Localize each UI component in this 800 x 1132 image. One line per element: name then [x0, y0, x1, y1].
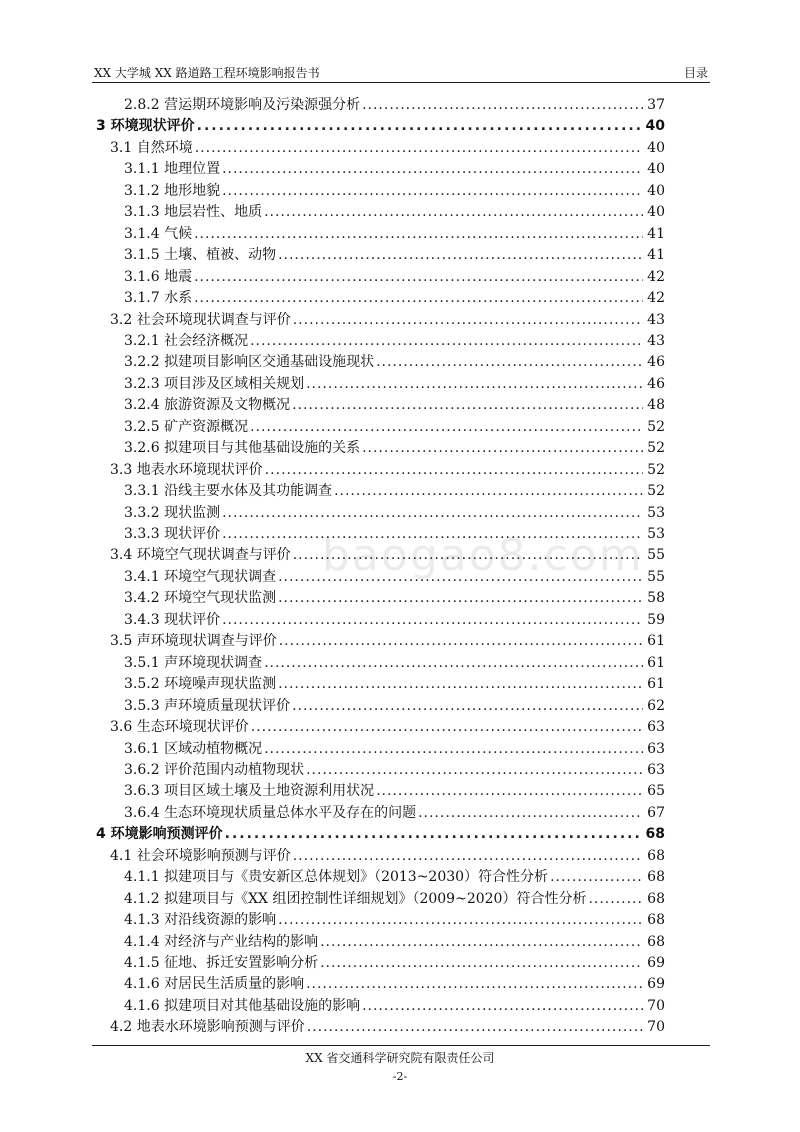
toc-entry-page: 46 — [647, 354, 665, 371]
toc-entry-page: 58 — [647, 590, 665, 607]
toc-entry-title: 3.3 地表水环境现状评价 — [110, 461, 263, 478]
page-header — [92, 62, 710, 83]
toc-entry-title: 3.3.2 现状监测 — [124, 504, 221, 521]
toc-leader-dots — [279, 631, 643, 652]
toc-leader-dots — [278, 245, 643, 266]
toc-entry[interactable] — [124, 696, 665, 717]
toc-entry[interactable] — [124, 503, 665, 524]
toc-leader-dots — [307, 1017, 643, 1038]
toc-entry-page: 42 — [647, 268, 665, 285]
toc-entry-title: 3.4.2 环境空气现状监测 — [124, 590, 277, 607]
toc-entry-title: 3.1.6 地震 — [124, 268, 193, 285]
toc-entry-title: 3.2 社会环境现状调查与评价 — [110, 311, 291, 328]
toc-entry-title: 3.2.4 旅游资源及文物概况 — [124, 397, 291, 414]
toc-entry-page: 61 — [647, 654, 665, 671]
toc-entry[interactable] — [110, 138, 665, 159]
toc-entry-page: 70 — [647, 997, 665, 1014]
toc-entry[interactable] — [124, 588, 665, 609]
toc-leader-dots — [194, 267, 643, 288]
toc-entry[interactable] — [124, 288, 665, 309]
toc-entry-title: 4.1.6 拟建项目对其他基础设施的影响 — [124, 997, 361, 1014]
toc-entry-page: 68 — [647, 890, 665, 907]
toc-entry-title: 3.3.1 沿线主要水体及其功能调查 — [124, 483, 333, 500]
toc-leader-dots — [194, 224, 643, 245]
toc-entry-page: 52 — [647, 440, 665, 457]
toc-entry-page: 46 — [647, 375, 665, 392]
toc-leader-dots — [278, 674, 643, 695]
toc-leader-dots — [320, 953, 643, 974]
toc-entry-page: 52 — [647, 461, 665, 478]
toc-entry-page: 37 — [647, 97, 665, 113]
toc-entry-title: 3.5.2 环境噪声现状监测 — [124, 676, 277, 693]
toc-entry-page: 63 — [647, 719, 665, 736]
toc-leader-dots — [376, 781, 643, 802]
toc-entry[interactable] — [124, 889, 665, 910]
toc-leader-dots — [376, 352, 643, 373]
toc-leader-dots — [265, 460, 643, 481]
toc-entry-title: 3.6.4 生态环境现状质量总体水平及存在的问题 — [124, 804, 417, 821]
toc-entry[interactable] — [124, 739, 665, 760]
toc-entry[interactable] — [110, 846, 665, 867]
toc-leader-dots — [362, 95, 643, 116]
toc-entry-title: 4.1.2 拟建项目与《XX 组团控制性详细规划》（2009~2020）符合性分析 — [124, 890, 587, 907]
toc-entry-page: 61 — [647, 676, 665, 693]
toc-entry-title: 3.2.3 项目涉及区域相关规划 — [124, 375, 305, 392]
toc-leader-dots — [306, 974, 643, 995]
toc-leader-dots — [418, 803, 643, 824]
toc-leader-dots — [293, 310, 643, 331]
toc-entry-title: 3.2.1 社会经济概况 — [124, 332, 249, 349]
toc-entry-title: 3.6.1 区域动植物概况 — [124, 740, 263, 757]
toc-entry-title: 2.8.2 营运期环境影响及污染源强分析 — [124, 97, 361, 113]
toc-entry[interactable] — [110, 310, 665, 331]
toc-entry-page: 40 — [647, 139, 665, 156]
toc-entry-title: 3.4.1 环境空气现状调查 — [124, 568, 277, 585]
toc-entry-page: 41 — [647, 247, 665, 264]
toc-entry[interactable] — [124, 674, 665, 695]
toc-entry[interactable] — [124, 803, 665, 824]
toc-leader-dots — [225, 824, 642, 845]
toc-entry[interactable] — [110, 545, 665, 566]
toc-leader-dots — [320, 932, 643, 953]
toc-entry-page: 59 — [647, 611, 665, 628]
toc-leader-dots — [222, 159, 643, 180]
section-label: 目录 — [683, 66, 708, 80]
toc-entry-page: 53 — [647, 504, 665, 521]
toc-leader-dots — [278, 910, 643, 931]
toc-entry-title: 3.2.6 拟建项目与其他基础设施的关系 — [124, 440, 361, 457]
toc-entry-page: 62 — [647, 697, 665, 714]
toc-entry[interactable] — [96, 116, 665, 137]
toc-leader-dots — [292, 696, 643, 717]
toc-entry-page: 69 — [647, 955, 665, 971]
toc-entry-title: 3.1 自然环境 — [110, 139, 193, 156]
toc-entry[interactable] — [124, 781, 665, 802]
toc-entry-title: 3.1.7 水系 — [124, 290, 193, 307]
toc-entry[interactable] — [124, 932, 665, 953]
toc-entry-title: 4.1.3 对沿线资源的影响 — [124, 912, 277, 929]
toc-entry-page: 40 — [645, 118, 665, 135]
toc-entry-title: 4 环境影响预测评价 — [96, 826, 223, 843]
toc-entry[interactable] — [124, 395, 665, 416]
toc-entry-title: 3.1.4 气候 — [124, 225, 193, 242]
toc-entry-page: 63 — [647, 740, 665, 757]
toc-entry-title: 3.4 环境空气现状调查与评价 — [110, 547, 291, 564]
toc-entry-title: 3.6.3 项目区域土壤及土地资源利用状况 — [124, 783, 375, 800]
toc-leader-dots — [251, 717, 643, 738]
toc-leader-dots — [264, 739, 643, 760]
toc-entry[interactable] — [124, 224, 665, 245]
toc-leader-dots — [278, 567, 643, 588]
watermark: baogao8.com — [322, 530, 644, 581]
toc-entry-title: 4.1.6 对居民生活质量的影响 — [124, 976, 305, 993]
toc-entry[interactable] — [110, 460, 665, 481]
toc-leader-dots — [278, 588, 643, 609]
toc-entry[interactable] — [124, 181, 665, 202]
toc-entry[interactable] — [124, 202, 665, 223]
toc-entry-page: 69 — [647, 976, 665, 993]
toc-entry-page: 40 — [647, 161, 665, 178]
toc-entry[interactable] — [124, 267, 665, 288]
toc-leader-dots — [362, 996, 643, 1017]
toc-leader-dots — [222, 181, 643, 202]
toc-leader-dots — [293, 846, 643, 867]
toc-entry[interactable] — [96, 824, 665, 845]
toc-entry-page: 68 — [647, 912, 665, 929]
toc-entry-title: 3.6 生态环境现状评价 — [110, 719, 249, 736]
toc-entry-page: 61 — [647, 633, 665, 650]
toc-leader-dots — [197, 116, 642, 137]
toc-entry-page: 52 — [647, 418, 665, 435]
toc-entry[interactable] — [124, 159, 665, 180]
toc-entry[interactable] — [124, 245, 665, 266]
toc-leader-dots — [550, 867, 643, 888]
toc-entry-page: 67 — [647, 804, 665, 821]
toc-entry-page: 43 — [647, 332, 665, 349]
toc-entry-title: 3.2.5 矿产资源概况 — [124, 418, 249, 435]
toc-entry-title: 4.1.4 对经济与产业结构的影响 — [124, 933, 319, 950]
toc-leader-dots — [334, 481, 643, 502]
toc-entry[interactable] — [124, 996, 665, 1017]
toc-entry[interactable] — [124, 417, 665, 438]
toc-entry[interactable] — [124, 953, 665, 974]
toc-entry[interactable] — [124, 438, 665, 459]
footer-page-number: -2- — [392, 1070, 408, 1083]
toc-entry-title: 3.3.3 现状评价 — [124, 526, 221, 542]
toc-entry[interactable] — [110, 631, 665, 652]
toc-entry-title: 4.2 地表水环境影响预测与评价 — [110, 1019, 305, 1036]
toc-entry[interactable] — [124, 610, 665, 631]
toc-entry[interactable] — [124, 760, 665, 781]
toc-entry-page: 40 — [647, 204, 665, 221]
toc-entry-title: 4.1 社会环境影响预测与评价 — [110, 847, 291, 864]
toc-entry[interactable] — [124, 95, 665, 116]
toc-entry-title: 3.2.2 拟建项目影响区交通基础设施现状 — [124, 354, 375, 371]
toc-entry[interactable] — [124, 974, 665, 995]
toc-entry-page: 55 — [647, 547, 665, 564]
toc-entry-page: 40 — [647, 182, 665, 199]
toc-leader-dots — [194, 288, 643, 309]
toc-leader-dots — [306, 760, 643, 781]
toc-entry[interactable] — [124, 567, 665, 588]
toc-entry-page: 41 — [647, 225, 665, 242]
toc-leader-dots — [264, 202, 643, 223]
toc-entry-title: 3.4.3 现状评价 — [124, 611, 221, 628]
toc-entry[interactable] — [110, 1017, 665, 1038]
toc-entry[interactable] — [124, 524, 665, 545]
toc-entry[interactable] — [110, 717, 665, 738]
toc-entry-title: 3.5.1 声环境现状调查 — [124, 654, 263, 671]
toc-entry-title: 3.5 声环境现状调查与评价 — [110, 633, 277, 650]
toc-entry[interactable] — [124, 653, 665, 674]
toc-leader-dots — [222, 610, 643, 631]
toc-entry-page: 42 — [647, 290, 665, 307]
toc-entry-title: 3.1.2 地形地貌 — [124, 182, 221, 199]
toc-entry-page: 63 — [647, 761, 665, 778]
toc-entry[interactable] — [124, 481, 665, 502]
footer-divider — [92, 1045, 710, 1046]
toc-leader-dots — [362, 438, 643, 459]
toc-leader-dots — [195, 138, 643, 159]
toc-leader-dots — [222, 503, 643, 524]
toc-entry-title: 3.1.5 土壤、植被、动物 — [124, 247, 277, 264]
toc-entry-title: 3.5.3 声环境质量现状评价 — [124, 697, 291, 714]
toc-entry-page: 53 — [647, 526, 665, 542]
toc-entry[interactable] — [124, 910, 665, 931]
toc-leader-dots — [250, 417, 643, 438]
toc-entry[interactable] — [124, 867, 665, 888]
toc-entry[interactable] — [124, 352, 665, 373]
toc-entry-title: 3.1.3 地层岩性、地质 — [124, 204, 263, 221]
toc-leader-dots — [588, 889, 643, 910]
toc-entry[interactable] — [124, 374, 665, 395]
toc-leader-dots — [250, 331, 643, 352]
toc-entry-page: 68 — [647, 869, 665, 886]
toc-entry-page: 52 — [647, 483, 665, 500]
toc-leader-dots — [292, 395, 643, 416]
toc-entry-page: 48 — [647, 397, 665, 414]
report-title: XX 大学城 XX 路道路工程环境影响报告书 — [94, 66, 320, 80]
toc-entry-page: 68 — [645, 826, 665, 843]
toc-entry-page: 68 — [647, 933, 665, 950]
toc-entry-title: 4.1.1 拟建项目与《贵安新区总体规划》（2013~2030）符合性分析 — [124, 869, 549, 886]
toc-entry-page: 55 — [647, 568, 665, 585]
toc-entry-title: 4.1.5 征地、拆迁安置影响分析 — [124, 955, 319, 971]
footer-company: XX 省交通科学研究院有限责任公司 — [305, 1051, 495, 1065]
toc-entry-page: 68 — [647, 847, 665, 864]
toc-entry-title: 3.6.2 评价范围内动植物现状 — [124, 761, 305, 778]
toc-entry-page: 43 — [647, 311, 665, 328]
toc-entry[interactable] — [124, 331, 665, 352]
toc-entry-title: 3 环境现状评价 — [96, 118, 195, 135]
toc-entry-page: 70 — [647, 1019, 665, 1036]
toc-entry-title: 3.1.1 地理位置 — [124, 161, 221, 178]
toc-leader-dots — [306, 374, 643, 395]
toc-leader-dots — [264, 653, 643, 674]
toc-leader-dots — [222, 524, 643, 545]
toc-leader-dots — [293, 545, 643, 566]
toc-entry-page: 65 — [647, 783, 665, 800]
